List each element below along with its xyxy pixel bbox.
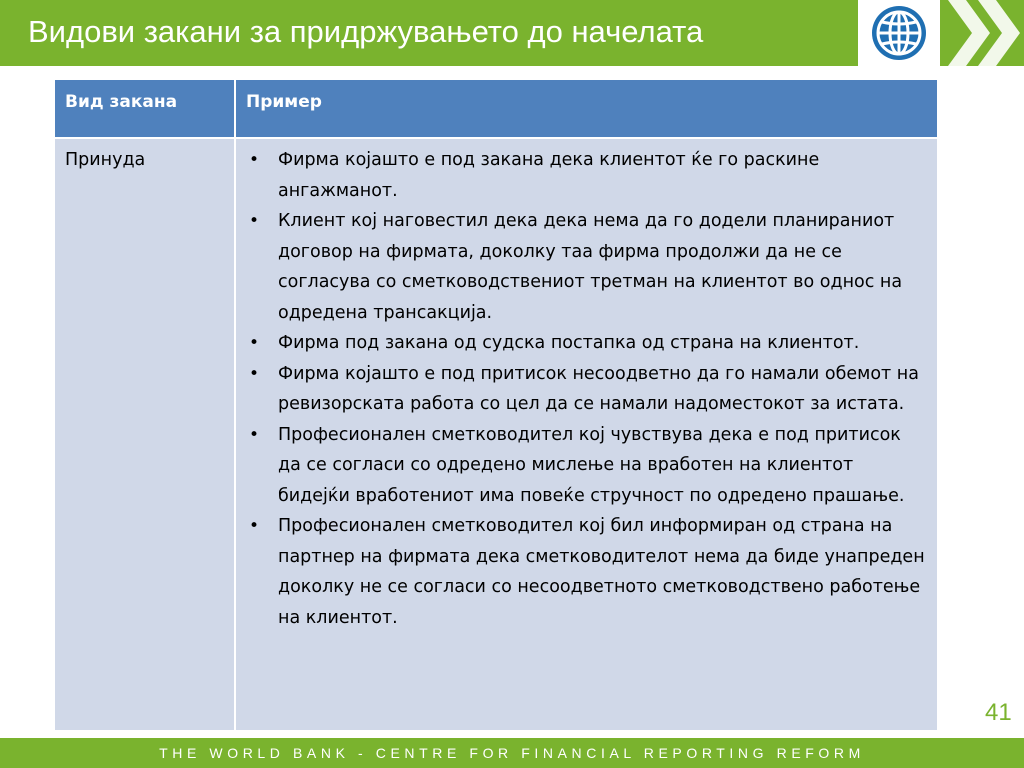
list-item xyxy=(246,145,927,206)
title-bar xyxy=(0,0,858,66)
examples-cell xyxy=(235,138,938,731)
globe-icon xyxy=(864,0,934,66)
slide-title: Видови закани за придржувањето до начелата xyxy=(28,14,704,49)
bullet-icon: • xyxy=(249,363,260,384)
example-text: Клиент кој наговестил дека дека нема да го додели планираниот договор на фирмата, доколку таа фирма продолжи да не се согласува со сметководствениот третман на клиентот во однос на одредена трансакција. xyxy=(278,211,903,323)
example-text: Фирма којашто е под закана дека клиентот ќе го раскине ангажманот. xyxy=(278,150,820,201)
threats-table xyxy=(53,78,939,732)
bullet-icon: • xyxy=(249,333,260,353)
table-header-row xyxy=(54,79,938,138)
page-number: 41 xyxy=(985,699,1012,726)
double-chevron-right-icon xyxy=(940,0,1024,66)
example-text: Професионален сметководител кој чувствува дека е под притисок да се согласи со одредено мислење на вработен на клиентот бидејќи вработениот има повеќе стручност по одредено прашање. xyxy=(278,424,905,506)
list-item xyxy=(246,511,927,633)
list-item xyxy=(246,328,927,359)
examples-list xyxy=(246,145,927,633)
example-text: Фирма под закана од судска постапка од страна на клиентот. xyxy=(278,333,860,353)
example-text: Професионален сметководител кој бил информиран од страна на партнер на фирмата дека сметководителот нема да биде унапреден доколку не се согласи со несоодветното сметководствено работење на клиентот. xyxy=(278,516,925,628)
list-item xyxy=(246,359,927,420)
header-threat-type: Вид закана xyxy=(54,79,235,138)
list-item xyxy=(246,420,927,512)
threats-table-grid xyxy=(53,78,939,732)
bullet-icon: • xyxy=(249,211,260,231)
bullet-icon: • xyxy=(249,516,260,536)
bullet-icon: • xyxy=(249,424,260,445)
bullet-icon: • xyxy=(249,150,260,170)
table-row xyxy=(54,138,938,731)
footer-bar xyxy=(0,738,1024,768)
example-text: Фирма којашто е под притисок несоодветно да го намали обемот на ревизорската работа со цел да се намали надоместокот за истата. xyxy=(278,363,919,414)
list-item xyxy=(246,206,927,328)
world-bank-logo xyxy=(858,0,940,66)
right-decoration xyxy=(940,0,1024,66)
footer-text: THE WORLD BANK - CENTRE FOR FINANCIAL REPORTING REFORM xyxy=(159,745,865,761)
header-example: Пример xyxy=(235,79,938,138)
threat-type-cell: Принуда xyxy=(54,138,235,731)
